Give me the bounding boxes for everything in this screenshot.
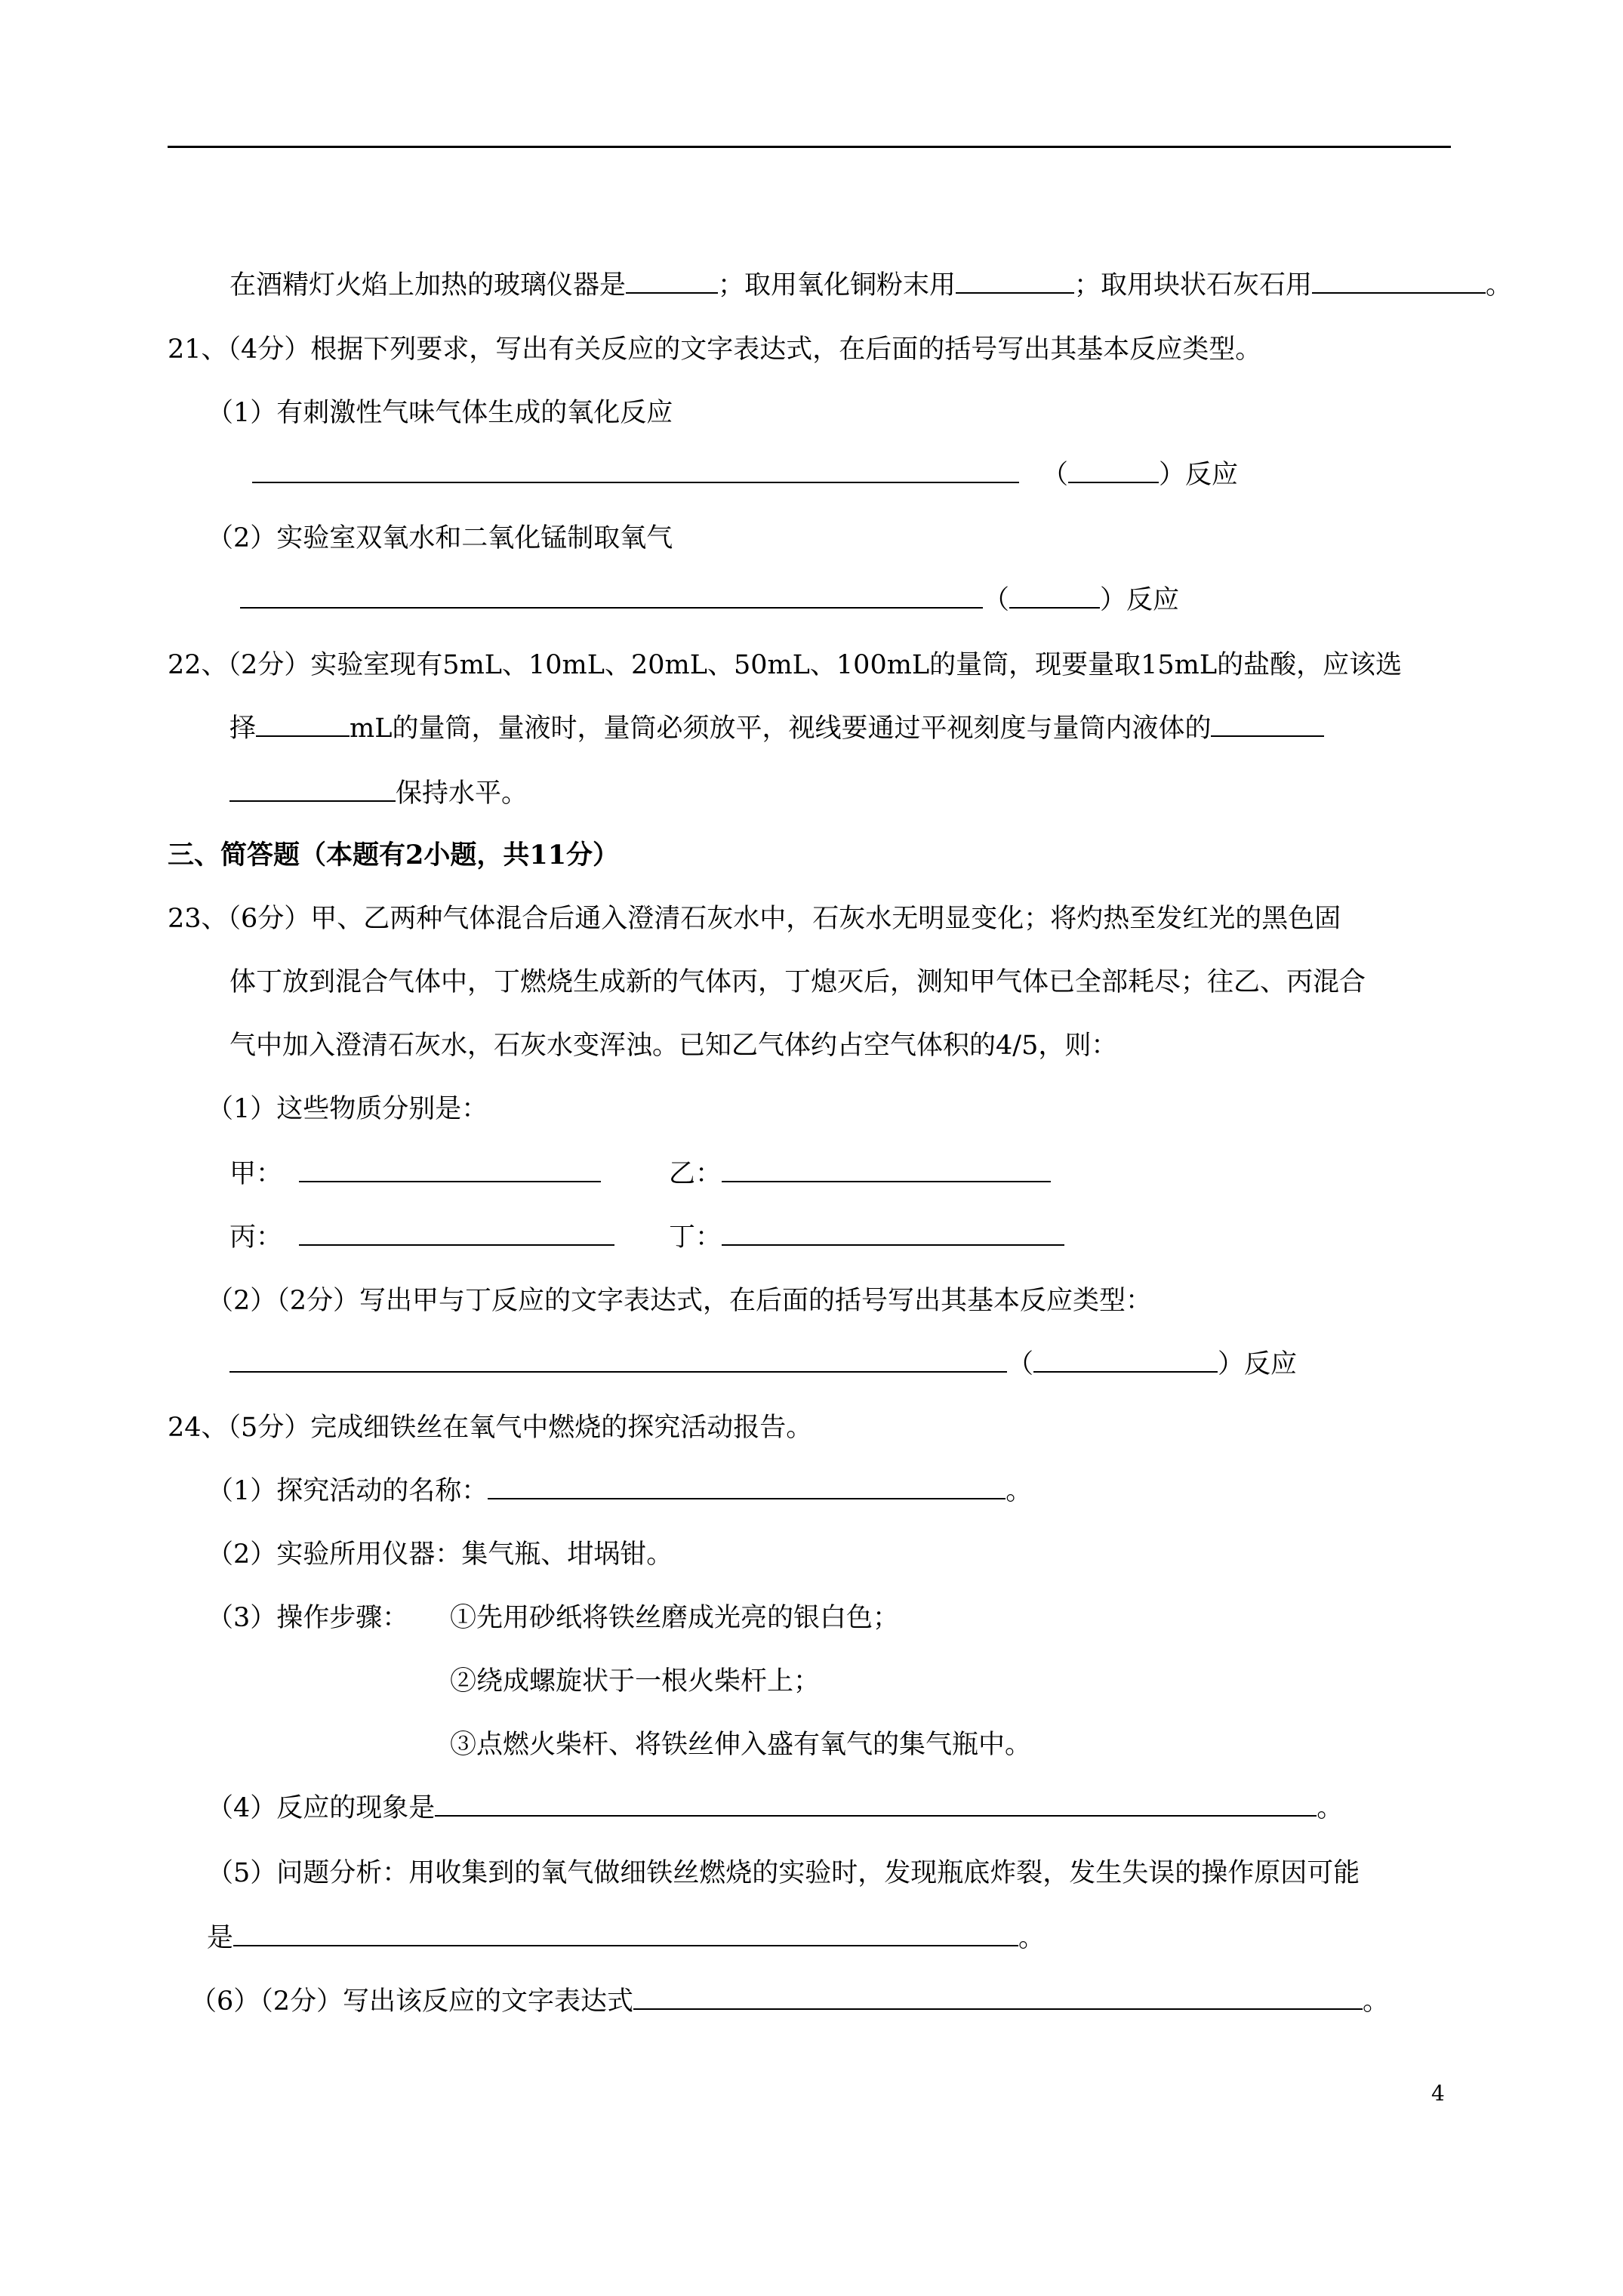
answer-blank[interactable] [1312,268,1486,294]
q23-yi: 乙： [669,1157,1051,1191]
answer-blank[interactable] [956,268,1074,294]
q21-part1: （1）有刺激性气味气体生成的氧化反应 [207,398,673,428]
section-heading: 三、简答题（本题有2小题，共11分） [168,840,620,871]
q22-line1: 22、（2分）实验室现有5mL、10mL、20mL、50mL、100mL的量筒，现要量取15mL的盐酸，应该选 [168,650,1403,680]
q21-part2: （2）实验室双氧水和二氧化锰制取氧气 [207,523,673,553]
answer-blank[interactable] [252,458,1019,483]
answer-blank[interactable] [229,776,396,802]
q23-part1: （1）这些物质分别是： [207,1094,488,1124]
q24-part4: （4）反应的现象是 。 [207,1791,1343,1826]
q24-part3: （3）操作步骤： [207,1603,409,1633]
q23-part2-answer-line: （ ）反应 [229,1347,1297,1382]
answer-blank[interactable] [633,1984,1363,2010]
q24-step1: ①先用砂纸将铁丝磨成光亮的银白色； [450,1603,900,1633]
answer-blank[interactable] [435,1791,1317,1817]
q23-line2: 体丁放到混合气体中，丁燃烧生成新的气体丙，丁熄灭后，测知甲气体已全部耗尽；往乙、丙混合 [229,967,1366,997]
q23-line3: 气中加入澄清石灰水，石灰水变浑浊。已知乙气体约占空气体积的4/5，则： [229,1031,1118,1061]
q24-part5-line2: 是 。 [207,1921,1045,1955]
header-rule [168,146,1451,148]
q24-step2: ②绕成螺旋状于一根火柴杆上； [450,1666,821,1697]
q24-step3: ③点燃火柴杆、将铁丝伸入盛有氧气的集气瓶中。 [450,1730,1032,1760]
reaction-type-blank[interactable] [1009,583,1100,609]
q23-jia: 甲： [229,1157,601,1191]
page-number: 4 [1431,2081,1445,2106]
answer-blank[interactable] [1211,711,1324,737]
q21-part1-answer-line: （ ）反应 [252,458,1238,492]
answer-blank[interactable] [299,1220,614,1246]
answer-blank[interactable] [240,583,983,609]
q23-ding: 丁： [669,1220,1064,1255]
q21-stem: 21、（4分）根据下列要求，写出有关反应的文字表达式，在后面的括号写出其基本反应类型。 [168,334,1262,365]
q24-part6: （6）（2分）写出该反应的文字表达式 。 [190,1984,1389,2019]
answer-blank[interactable] [233,1921,1018,1946]
q21-part2-answer-line: （ ）反应 [240,583,1179,618]
q24-stem: 24、（5分）完成细铁丝在氧气中燃烧的探究活动报告。 [168,1413,813,1443]
answer-blank[interactable] [256,711,350,737]
answer-blank[interactable] [299,1157,601,1182]
answer-blank[interactable] [722,1220,1064,1246]
q24-part5-line1: （5）问题分析：用收集到的氧气做细铁丝燃烧的实验时，发现瓶底炸裂，发生失误的操作原因可能 [207,1858,1360,1888]
reaction-type-blank[interactable] [1068,458,1159,483]
q23-part2: （2）（2分）写出甲与丁反应的文字表达式，在后面的括号写出其基本反应类型： [207,1286,1153,1316]
answer-blank[interactable] [229,1347,1007,1373]
q22-line2: 择 mL的量筒，量液时，量筒必须放平，视线要通过平视刻度与量筒内液体的 [229,711,1324,746]
q24-part2: （2）实验所用仪器：集气瓶、坩埚钳。 [207,1539,673,1570]
reaction-type-blank[interactable] [1033,1347,1218,1373]
q23-bing: 丙： [229,1220,614,1255]
answer-blank[interactable] [488,1474,1006,1499]
answer-blank[interactable] [722,1157,1051,1182]
q20-tail-line: 在酒精灯火焰上加热的玻璃仪器是 ；取用氧化铜粉末用 ；取用块状石灰石用 。 [229,268,1512,303]
q24-part1: （1）探究活动的名称： 。 [207,1474,1032,1509]
q23-line1: 23、（6分）甲、乙两种气体混合后通入澄清石灰水中，石灰水无明显变化；将灼热至发红光的黑色固 [168,904,1341,934]
answer-blank[interactable] [626,268,718,294]
q22-line3: 保持水平。 [229,776,528,811]
